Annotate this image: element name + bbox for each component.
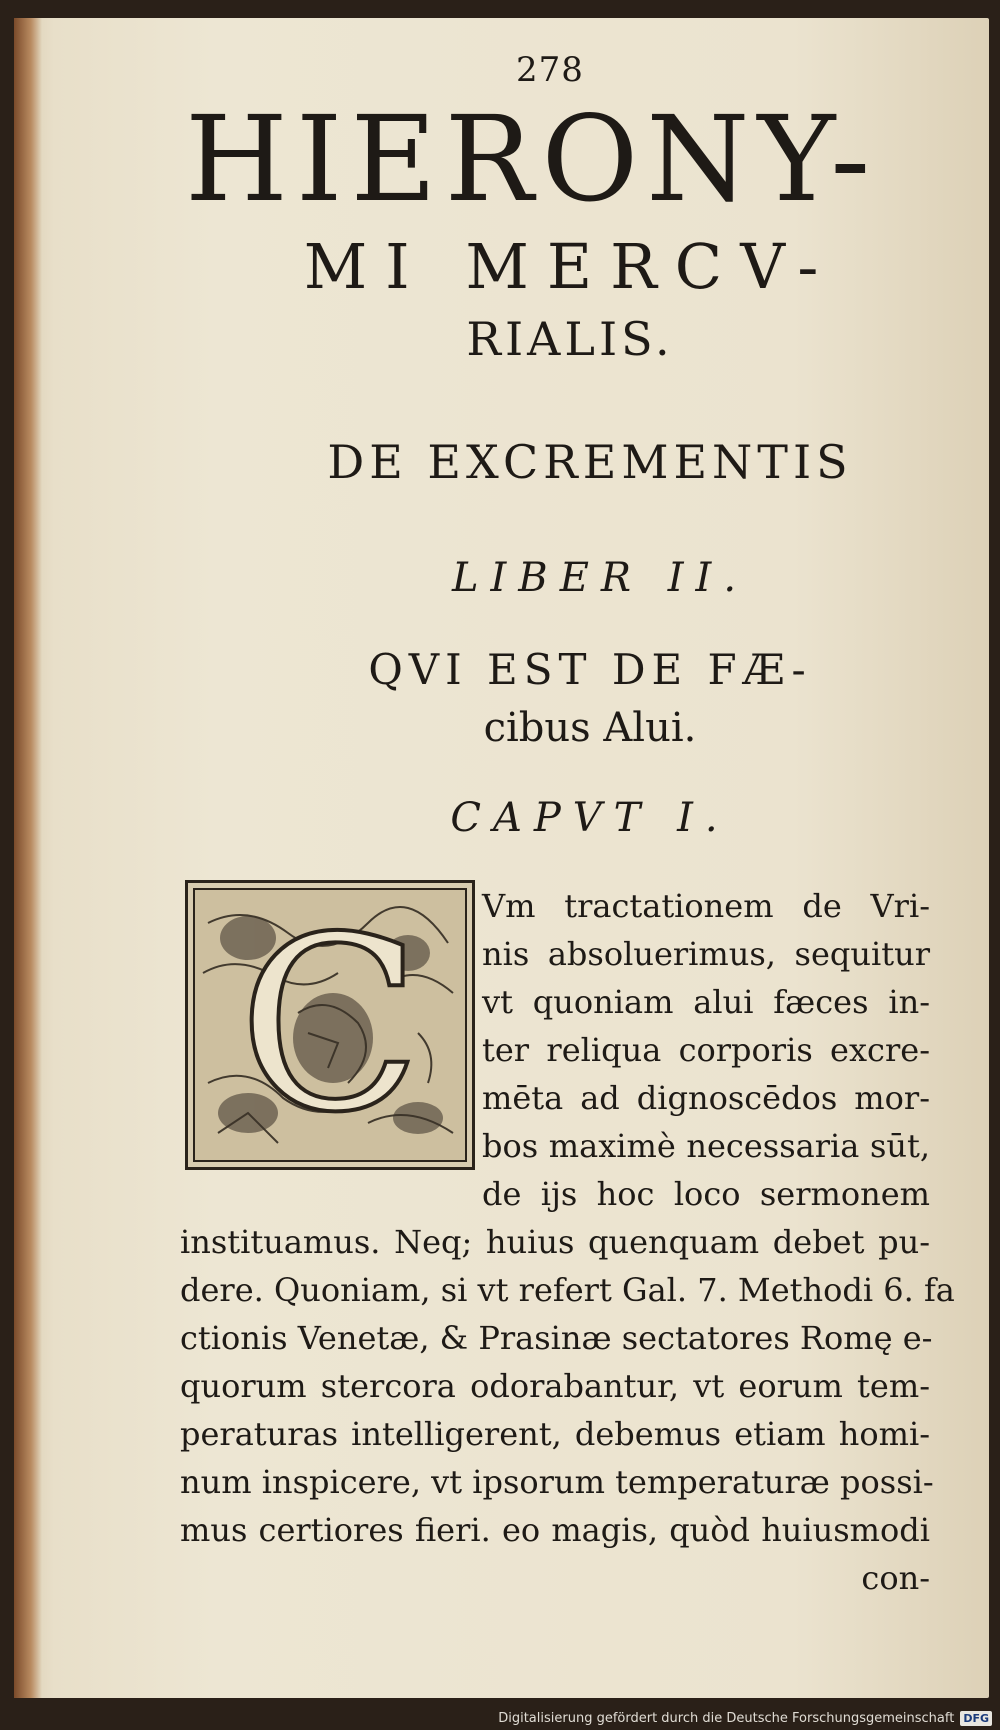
book-heading: LIBER II. [451, 555, 749, 601]
title-line-1: HIERONY- [185, 90, 879, 228]
digitization-credit [498, 1711, 992, 1726]
text-line: peraturas intelligerent, debemus etiam homi- [180, 1415, 930, 1453]
text-line: num inspicere, vt ipsorum temperaturæ possi- [180, 1463, 934, 1501]
text-line: de ijs hoc loco sermonem [482, 1175, 930, 1213]
catchword: con- [861, 1559, 930, 1597]
text-line: ter reliqua corporis excre- [482, 1031, 930, 1069]
text-line: nis absoluerimus, sequitur [482, 935, 930, 973]
page-binding-edge [14, 18, 42, 1698]
title-line-3: RIALIS. [466, 312, 674, 366]
title-line-2: MI MERCV- [303, 230, 837, 303]
credit-text: Digitalisierung gefördert durch die Deutsche Forschungsgemeinschaft [498, 1711, 955, 1726]
subject-heading-line-1: QVI EST DE FÆ- [368, 645, 812, 694]
text-line: dere. Quoniam, si vt refert Gal. 7. Methodi 6. fa [180, 1271, 955, 1309]
text-line: mēta ad dignoscēdos mor- [482, 1079, 930, 1117]
chapter-heading: CAPVT I. [450, 795, 730, 841]
text-line: vt quoniam alui fæces in- [482, 983, 930, 1021]
text-line: quorum stercora odorabantur, vt eorum tem- [180, 1367, 930, 1405]
text-line: bos maximè necessaria sūt, [482, 1127, 930, 1165]
initial-letter: C [238, 885, 422, 1165]
text-line: ctionis Venetæ, & Prasinæ sectatores Romę e- [180, 1319, 933, 1357]
text-line: Vm tractationem de Vri- [482, 887, 930, 925]
text-line: mus certiores fieri. eo magis, quòd huiusmodi [180, 1511, 930, 1549]
woodcut-initial [185, 880, 475, 1170]
work-heading: DE EXCREMENTIS [327, 435, 853, 489]
subject-heading-line-2: cibus Alui. [483, 705, 697, 751]
dfg-logo: DFG [960, 1711, 992, 1726]
page-number: 278 [516, 50, 584, 90]
woodcut-initial-illustration [188, 883, 472, 1167]
text-line: instituamus. Neq; huius quenquam debet pu- [180, 1223, 930, 1261]
